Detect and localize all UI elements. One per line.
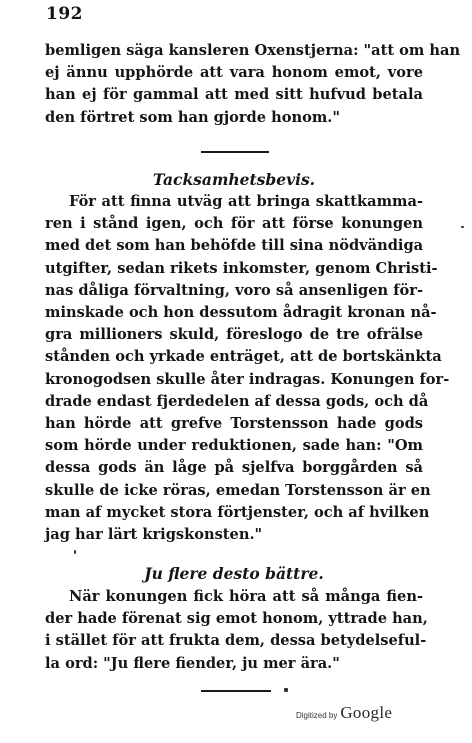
text-line: jag har lärt krigskonsten." <box>45 526 263 544</box>
text-line: dessa gods än låge på sjelfva borggården så <box>45 459 423 477</box>
text-line: minskade och hon dessutom ådragit kronan nå- <box>45 304 437 322</box>
print-speck <box>461 226 464 228</box>
text-line: stånden och yrkade enträget, att de bortskänkta <box>45 348 442 366</box>
text-line: han hörde att grefve Torstensson hade gods <box>45 415 423 433</box>
section-divider <box>201 151 269 153</box>
section-heading: Tacksamhetsbevis. <box>152 170 316 189</box>
section-body <box>45 586 428 675</box>
section-heading: Ju flere desto bättre. <box>144 564 324 583</box>
text-line: den förtret som han gjorde honom." <box>45 108 340 126</box>
text-line: ren i stånd igen, och för att förse konungen <box>45 215 423 233</box>
print-speck <box>284 688 288 692</box>
text-line: För att finna utväg att bringa skattkamma- <box>69 193 423 210</box>
text-line: drade endast fjerdedelen af dessa gods, och då <box>45 392 429 410</box>
text-line: der hade förenat sig emot honom, yttrade han, <box>45 610 428 628</box>
text-line: la ord: "Ju flere fiender, ju mer ära." <box>45 654 340 672</box>
watermark-prefix: Digitized by <box>296 711 338 720</box>
text-line: ej ännu upphörde att vara honom emot, vore <box>45 64 423 82</box>
text-line: han ej för gammal att med sitt hufvud betala <box>45 86 423 104</box>
text-line: bemligen säga kansleren Oxenstjerna: "att om han <box>45 42 461 59</box>
google-logo: Google <box>340 703 393 722</box>
text-line: skulle de icke röras, emedan Torstensson är en <box>45 481 431 499</box>
text-line: med det som han behöfde till sina nödvändiga <box>45 237 424 255</box>
text-line: man af mycket stora förtjenster, och af hvilken <box>45 503 430 521</box>
text-line: i stället för att frukta dem, dessa betydelseful- <box>45 632 427 650</box>
page-number: 192 <box>46 4 83 24</box>
google-watermark <box>296 703 392 723</box>
section-divider <box>201 690 271 692</box>
text-line: gra millioners skuld, föreslogo de tre ofrälse <box>45 326 423 344</box>
text-line: nas dåliga förvaltning, voro så ansenligen för- <box>45 281 423 299</box>
paragraph-continuation <box>45 40 461 129</box>
text-line: kronogodsen skulle åter indragas. Konungen for- <box>45 370 450 388</box>
print-speck <box>74 550 76 554</box>
text-line: som hörde under reduktionen, sade han: "Om <box>45 437 423 455</box>
text-line: utgifter, sedan rikets inkomster, genom Christi- <box>45 259 438 277</box>
section-body <box>45 191 450 546</box>
text-line: När konungen fick höra att så många fien- <box>69 588 423 605</box>
